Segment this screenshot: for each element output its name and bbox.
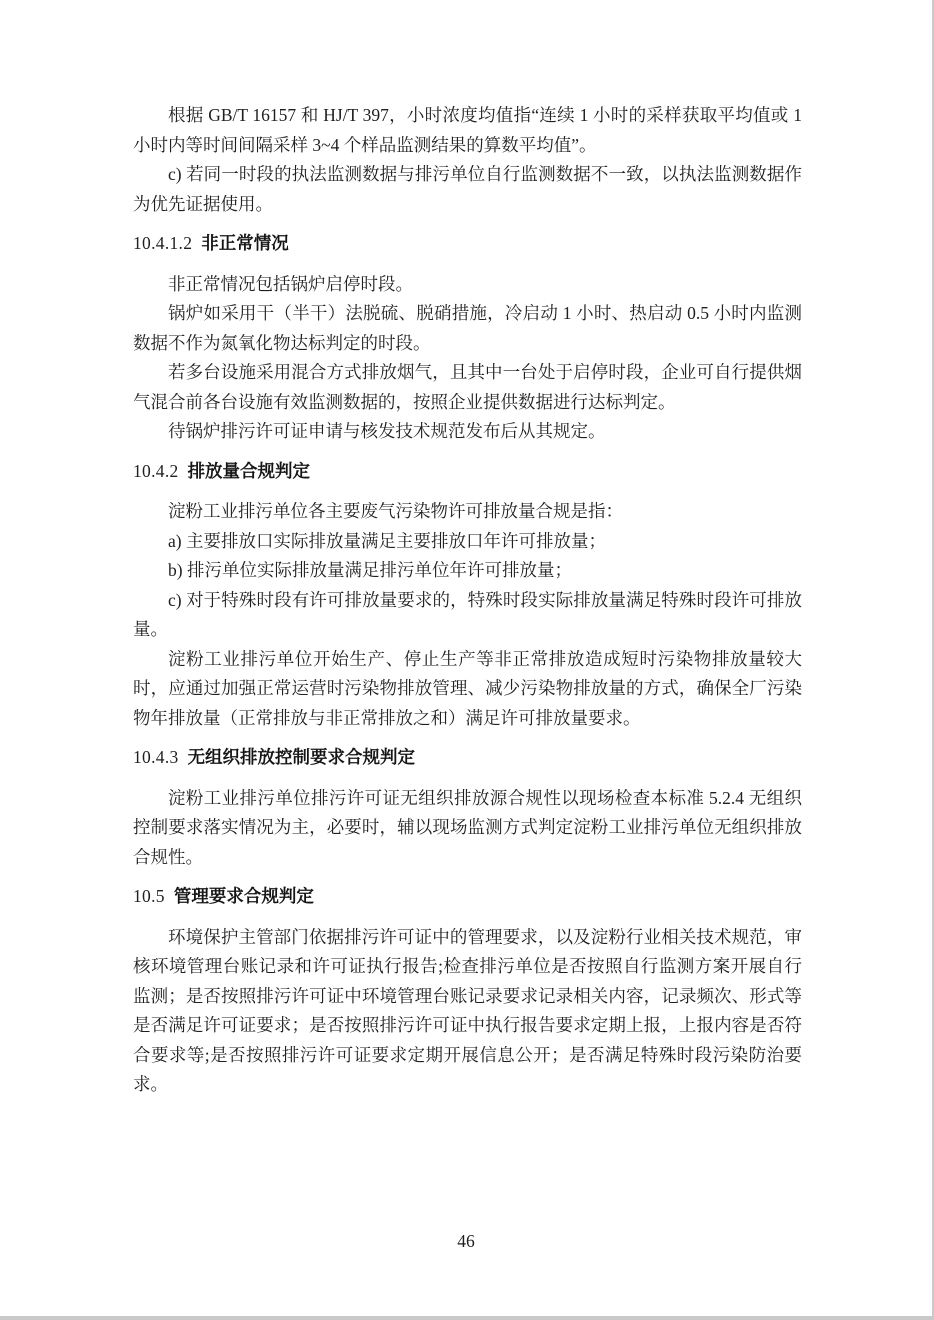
section-title: 无组织排放控制要求合规判定: [187, 747, 416, 767]
section-title: 管理要求合规判定: [173, 886, 314, 906]
section-heading: [133, 457, 802, 487]
section-number: 10.5: [133, 886, 165, 906]
paragraph: 锅炉如采用干（半干）法脱硫、脱硝措施，冷启动 1 小时、热启动 0.5 小时内监测数据不作为氮氧化物达标判定的时段。: [133, 303, 802, 353]
paragraph: 根据 GB/T 16157 和 HJ/T 397，小时浓度均值指“连续 1 小时的采样获取平均值或 1 小时内等时间间隔采样 3~4 个样品监测结果的算数平均值”。: [133, 105, 802, 155]
paragraph: 环境保护主管部门依据排污许可证中的管理要求，以及淀粉行业相关技术规范，审核环境管理台账记录和许可证执行报告;检查排污单位是否按照自行监测方案开展自行监测；是否按照排污许可证中环境管理台账记录要求记录相关内容，记录频次、形式等是否满足许可证要求；是否按照排污许可证中执行报告要求定期上报，上报内容是否符合要求等;是否按照排污许可证要求定期开展信息公开；是否满足特殊时段污染防治要求。: [133, 926, 802, 1094]
paragraph: c) 若同一时段的执法监测数据与排污单位自行监测数据不一致，以执法监测数据作为优先证据使用。: [133, 164, 802, 214]
section-number: 10.4.1.2: [133, 233, 193, 253]
paragraph: c) 对于特殊时段有许可排放量要求的，特殊时段实际排放量满足特殊时段许可排放量。: [133, 589, 802, 639]
document-content: [133, 101, 802, 1100]
paragraph: 淀粉工业排污单位排污许可证无组织排放源合规性以现场检查本标准 5.2.4 无组织控制要求落实情况为主，必要时，辅以现场监测方式判定淀粉工业排污单位无组织排放合规性。: [133, 787, 802, 867]
page-number: 46: [457, 1231, 475, 1251]
section-heading: [133, 229, 802, 259]
section-title: 排放量合规判定: [187, 460, 311, 481]
paragraph: 淀粉工业排污单位各主要废气污染物许可排放量合规是指：: [168, 501, 623, 521]
section-heading: [133, 743, 802, 773]
paragraph: 非正常情况包括锅炉启停时段。: [168, 273, 413, 294]
section-title: 非正常情况: [201, 233, 289, 253]
paragraph: b) 排污单位实际排放量满足排污单位年许可排放量；: [168, 560, 572, 580]
section-number: 10.4.2: [133, 460, 179, 481]
paragraph: 待锅炉排污许可证申请与核发技术规范发布后从其规定。: [168, 421, 606, 441]
section-heading: [133, 882, 802, 912]
paragraph: a) 主要排放口实际排放量满足主要排放口年许可排放量；: [168, 530, 606, 551]
paragraph: 淀粉工业排污单位开始生产、停止生产等非正常排放造成短时污染物排放量较大时，应通过加强正常运营时污染物排放管理、减少污染物排放量的方式，确保全厂污染物年排放量（正常排放与非正常排放之和）满足许可排放量要求。: [133, 648, 802, 728]
section-number: 10.4.3: [133, 747, 179, 767]
paragraph: 若多台设施采用混合方式排放烟气，且其中一台处于启停时段，企业可自行提供烟气混合前各台设施有效监测数据的，按照企业提供数据进行达标判定。: [133, 362, 802, 412]
